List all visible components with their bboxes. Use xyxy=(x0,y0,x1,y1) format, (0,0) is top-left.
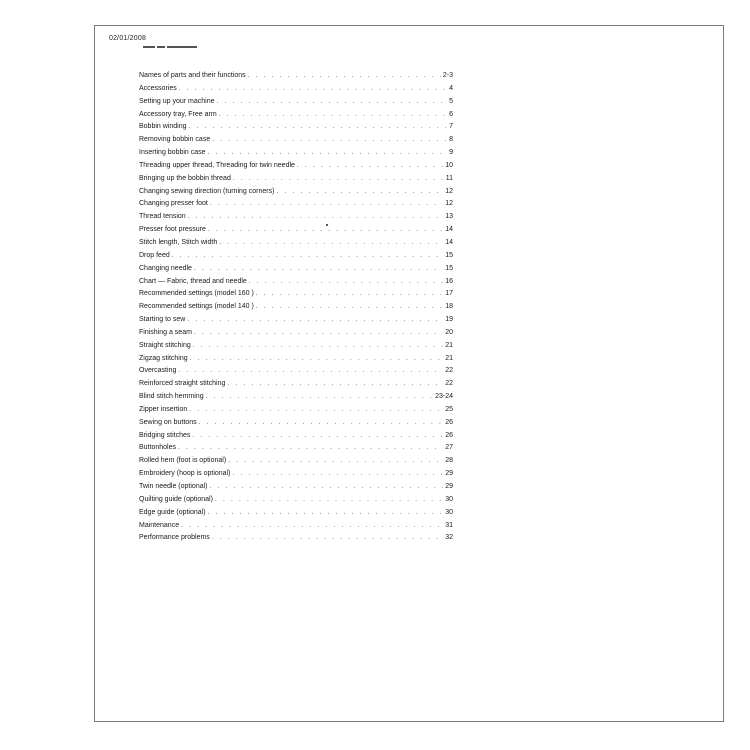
toc-entry-page: 2-3 xyxy=(442,72,453,79)
dot-leader xyxy=(232,468,443,481)
toc-entry-title: Maintenance xyxy=(139,521,180,529)
table-of-contents xyxy=(139,70,453,545)
dot-leader xyxy=(248,70,441,83)
dot-leader xyxy=(233,173,444,186)
toc-entry-page: 17 xyxy=(445,290,453,298)
dot-leader xyxy=(297,160,443,173)
toc-entry xyxy=(139,404,453,417)
toc-entry-page: 29 xyxy=(445,470,453,478)
toc-entry xyxy=(139,147,453,160)
toc-entry-page: 15 xyxy=(445,264,453,272)
toc-entry-title: Stitch length, Stitch width xyxy=(139,238,218,246)
toc-entry-page: 13 xyxy=(445,213,453,221)
toc-entry-title: Setting up your machine xyxy=(139,97,215,105)
dot-leader xyxy=(276,186,443,199)
speck-mark xyxy=(326,224,328,226)
toc-entry-title: Buttonholes xyxy=(139,444,176,452)
toc-entry-title: Embroidery (hoop is optional) xyxy=(139,470,231,478)
toc-entry-page: 25 xyxy=(445,405,453,413)
toc-entry-title: Bringing up the bobbin thread xyxy=(139,174,231,182)
toc-entry-title: Bridging stitches xyxy=(139,431,191,439)
dot-leader xyxy=(256,288,443,301)
toc-entry-title: Reinforced straight stitching xyxy=(139,380,226,388)
toc-entry-title: Performance problems xyxy=(139,534,210,542)
toc-entry-title: Sewing on buttons xyxy=(139,418,197,426)
dot-leader xyxy=(215,494,443,507)
toc-entry-page: 8 xyxy=(449,136,453,144)
toc-entry xyxy=(139,481,453,494)
toc-entry xyxy=(139,263,453,276)
toc-entry-page: 23-24 xyxy=(435,393,453,401)
toc-entry-title: Straight stitching xyxy=(139,341,191,349)
dot-leader xyxy=(189,404,443,417)
toc-entry-page: 21 xyxy=(445,354,453,362)
toc-entry xyxy=(139,160,453,173)
toc-entry xyxy=(139,520,453,533)
toc-entry xyxy=(139,70,453,83)
toc-entry-page: 7 xyxy=(449,123,453,131)
dot-leader xyxy=(206,391,434,404)
dot-leader xyxy=(208,224,443,237)
toc-entry xyxy=(139,83,453,96)
toc-entry-title: Thread tension xyxy=(139,213,186,221)
toc-entry-page: 12 xyxy=(445,187,453,195)
toc-entry xyxy=(139,224,453,237)
document-page xyxy=(94,25,724,722)
toc-entry xyxy=(139,365,453,378)
toc-entry xyxy=(139,301,453,314)
dot-leader xyxy=(210,198,443,211)
toc-entry-title: Changing sewing direction (turning corners) xyxy=(139,187,275,195)
toc-entry xyxy=(139,468,453,481)
dot-leader xyxy=(178,365,443,378)
toc-entry-title: Threading upper thread, Threading for twin needle xyxy=(139,161,295,169)
toc-entry-title: Zigzag stitching xyxy=(139,354,188,362)
toc-entry xyxy=(139,134,453,147)
toc-entry xyxy=(139,327,453,340)
toc-entry-page: 16 xyxy=(445,277,453,285)
toc-entry-title: Names of parts and their functions xyxy=(139,72,246,79)
toc-entry-page: 28 xyxy=(445,457,453,465)
print-date: 02/01/2008 xyxy=(109,35,147,42)
toc-entry xyxy=(139,276,453,289)
dot-leader xyxy=(194,327,443,340)
toc-entry-title: Accessory tray, Free arm xyxy=(139,110,217,118)
toc-entry-page: 11 xyxy=(445,174,453,182)
dot-leader xyxy=(181,520,443,533)
toc-entry xyxy=(139,442,453,455)
toc-entry-title: Recommended settings (model 140 ) xyxy=(139,303,254,311)
dot-leader xyxy=(212,532,443,545)
toc-entry-page: 12 xyxy=(445,200,453,208)
toc-entry xyxy=(139,198,453,211)
dot-leader xyxy=(249,276,443,289)
dot-leader xyxy=(208,507,444,520)
toc-entry-title: Blind stitch hemming xyxy=(139,393,204,401)
toc-entry-title: Edge guide (optional) xyxy=(139,508,206,516)
dot-leader xyxy=(212,134,447,147)
dot-leader xyxy=(210,481,444,494)
toc-entry xyxy=(139,417,453,430)
cropped-heading xyxy=(143,46,209,49)
toc-entry-page: 26 xyxy=(445,418,453,426)
dot-leader xyxy=(190,353,444,366)
toc-entry-page: 14 xyxy=(445,226,453,234)
dot-leader xyxy=(228,455,443,468)
toc-entry xyxy=(139,430,453,443)
toc-entry-page: 22 xyxy=(445,367,453,375)
toc-entry xyxy=(139,378,453,391)
dot-leader xyxy=(208,147,448,160)
toc-entry xyxy=(139,391,453,404)
toc-entry-page: 4 xyxy=(449,84,453,92)
toc-entry-page: 32 xyxy=(445,534,453,542)
dot-leader xyxy=(172,250,443,263)
dot-leader xyxy=(227,378,443,391)
toc-entry xyxy=(139,494,453,507)
dot-leader xyxy=(188,211,444,224)
toc-entry-page: 18 xyxy=(445,303,453,311)
toc-entry-page: 20 xyxy=(445,328,453,336)
toc-entry xyxy=(139,340,453,353)
toc-entry xyxy=(139,96,453,109)
toc-entry-page: 27 xyxy=(445,444,453,452)
toc-entry-title: Drop feed xyxy=(139,251,170,259)
toc-entry-page: 15 xyxy=(445,251,453,259)
toc-entry-title: Accessories xyxy=(139,84,177,92)
dot-leader xyxy=(188,121,447,134)
toc-entry xyxy=(139,121,453,134)
toc-entry xyxy=(139,211,453,224)
toc-entry-title: Quilting guide (optional) xyxy=(139,495,213,503)
dot-leader xyxy=(193,340,443,353)
toc-entry-title: Overcasting xyxy=(139,367,177,375)
dot-leader xyxy=(219,109,447,122)
toc-entry xyxy=(139,314,453,327)
toc-entry-title: Zipper insertion xyxy=(139,405,188,413)
toc-entry-title: Removing bobbin case xyxy=(139,136,211,144)
toc-entry-title: Recommended settings (model 160 ) xyxy=(139,290,254,298)
toc-entry-page: 10 xyxy=(445,161,453,169)
dot-leader xyxy=(194,263,443,276)
toc-entry-page: 6 xyxy=(449,110,453,118)
toc-entry xyxy=(139,173,453,186)
toc-entry xyxy=(139,507,453,520)
toc-entry-title: Twin needle (optional) xyxy=(139,483,208,490)
toc-entry-page: 31 xyxy=(445,521,453,529)
dot-leader xyxy=(179,83,447,96)
toc-entry-title: Inserting bobbin case xyxy=(139,149,206,157)
toc-entry-page: 14 xyxy=(445,238,453,246)
dot-leader xyxy=(199,417,444,430)
toc-entry xyxy=(139,186,453,199)
toc-entry-page: 5 xyxy=(449,97,453,105)
toc-entry xyxy=(139,532,453,545)
dot-leader xyxy=(219,237,443,250)
toc-entry xyxy=(139,288,453,301)
toc-entry-title: Bobbin winding xyxy=(139,123,187,131)
toc-entry-title: Finishing a seam xyxy=(139,328,192,336)
dot-leader xyxy=(192,430,443,443)
toc-entry-page: 9 xyxy=(449,149,453,157)
toc-entry-page: 29 xyxy=(445,483,453,490)
dot-leader xyxy=(256,301,443,314)
toc-entry-page: 30 xyxy=(445,508,453,516)
toc-entry-title: Changing needle xyxy=(139,264,192,272)
toc-entry xyxy=(139,455,453,468)
toc-entry xyxy=(139,250,453,263)
toc-entry xyxy=(139,353,453,366)
toc-entry-title: Starting to sew xyxy=(139,316,186,324)
toc-entry-page: 22 xyxy=(445,380,453,388)
dot-leader xyxy=(187,314,443,327)
toc-entry-page: 30 xyxy=(445,495,453,503)
toc-entry-page: 19 xyxy=(445,316,453,324)
dot-leader xyxy=(178,442,443,455)
toc-entry-title: Rolled hem (foot is optional) xyxy=(139,457,227,465)
toc-entry-page: 26 xyxy=(445,431,453,439)
toc-entry-title: Chart — Fabric, thread and needle xyxy=(139,277,247,285)
toc-entry-page: 21 xyxy=(445,341,453,349)
toc-entry xyxy=(139,237,453,250)
toc-entry-title: Presser foot pressure xyxy=(139,226,206,234)
toc-entry xyxy=(139,109,453,122)
dot-leader xyxy=(217,96,448,109)
toc-entry-title: Changing presser foot xyxy=(139,200,208,208)
